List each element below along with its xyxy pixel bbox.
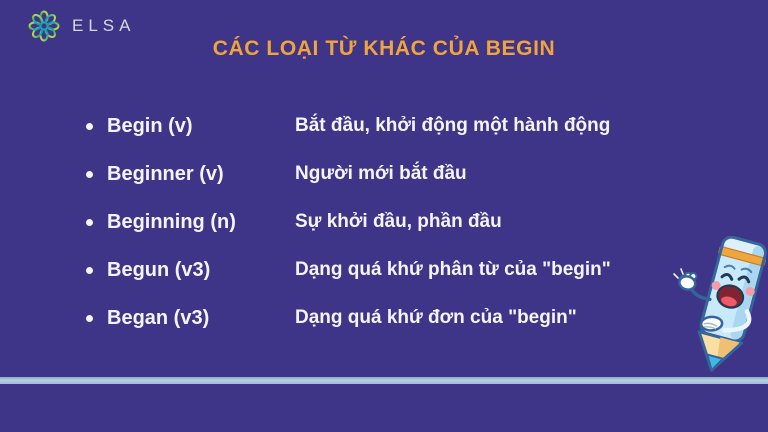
definition-label: Dạng quá khứ đơn của "begin" (295, 307, 577, 328)
term-label: Begin (v) (107, 114, 193, 137)
list-item (86, 246, 686, 294)
term-label: Beginning (n) (107, 210, 236, 233)
bullet-dot-icon (86, 315, 93, 322)
list-item (86, 102, 686, 150)
word-list (86, 102, 686, 342)
term-cell (86, 211, 295, 234)
page-title: CÁC LOẠI TỪ KHÁC CỦA BEGIN (212, 37, 556, 60)
bullet-dot-icon (86, 267, 93, 274)
term-cell (86, 259, 295, 282)
list-item (86, 150, 686, 198)
list-item (86, 198, 686, 246)
list-item (86, 294, 686, 342)
term-label: Beginner (v) (107, 162, 224, 185)
bullet-dot-icon (86, 219, 93, 226)
term-cell (86, 163, 295, 186)
definition-label: Người mới bắt đầu (295, 163, 467, 184)
definition-label: Dạng quá khứ phân từ của "begin" (295, 259, 611, 280)
term-label: Began (v3) (107, 306, 210, 329)
bullet-dot-icon (86, 171, 93, 178)
definition-label: Sự khởi đầu, phần đầu (295, 211, 502, 232)
definition-label: Bắt đầu, khởi động một hành động (295, 115, 611, 136)
term-cell (86, 307, 295, 330)
term-cell (86, 115, 295, 138)
pencil-character-mascot-icon (650, 236, 768, 382)
brand-name: ELSA (72, 16, 136, 35)
term-label: Begun (v3) (107, 258, 211, 281)
bullet-dot-icon (86, 123, 93, 130)
